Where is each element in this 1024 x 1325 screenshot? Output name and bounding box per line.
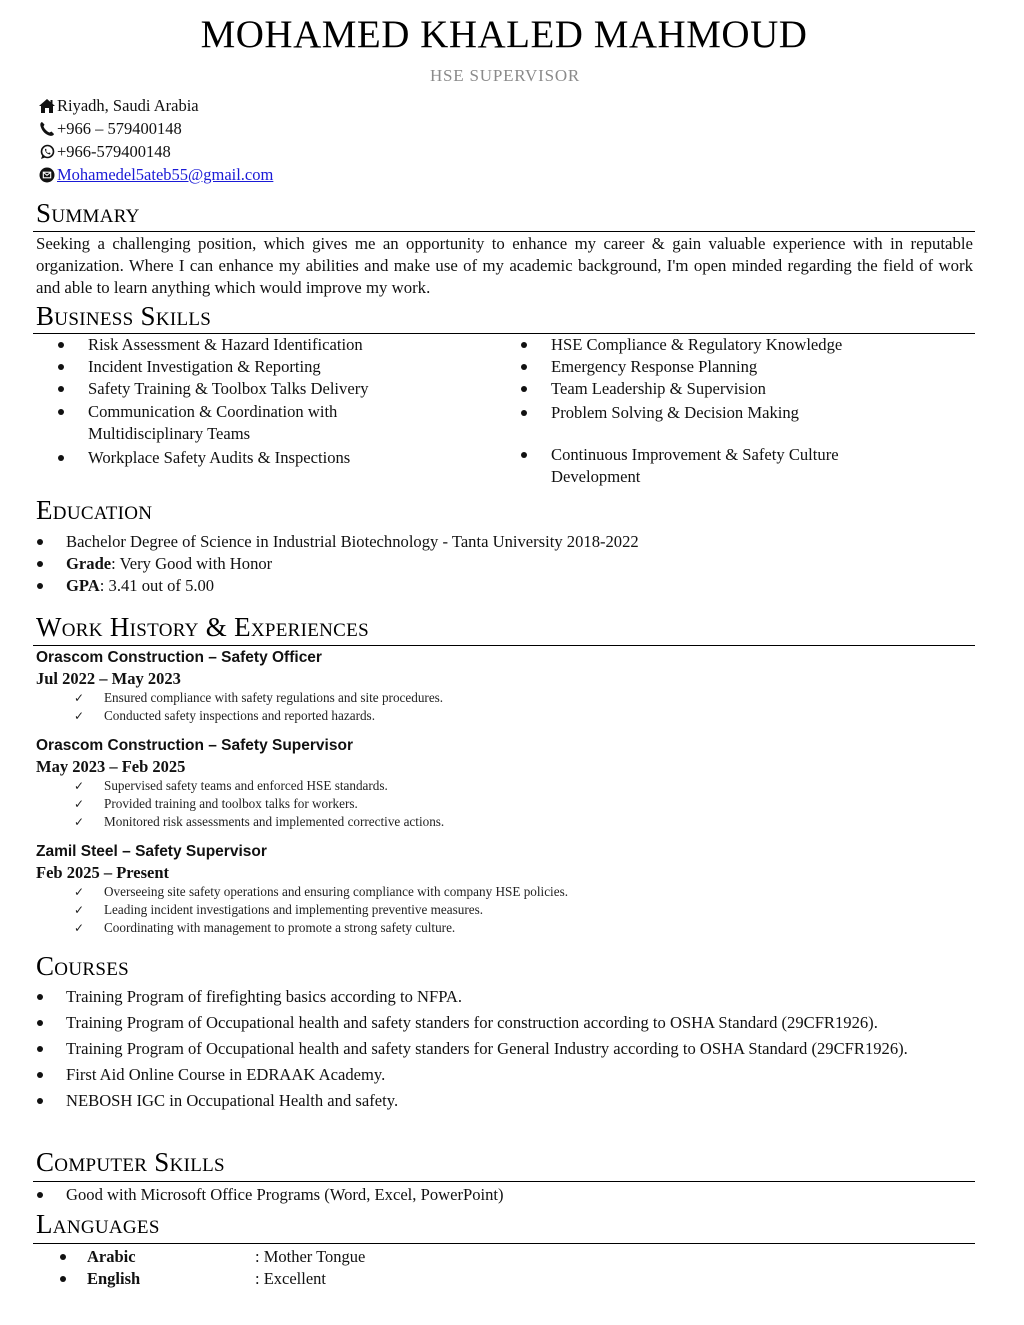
job-entry	[36, 735, 444, 831]
checkmark-icon: ✓	[74, 691, 85, 705]
phone-text: +966 – 579400148	[57, 118, 182, 138]
language-level: : Mother Tongue	[255, 1247, 366, 1266]
checkmark-icon: ✓	[74, 885, 85, 899]
contact-email	[37, 163, 273, 186]
job-duties	[74, 883, 568, 937]
course-item: NEBOSH IGC in Occupational Health and safety.	[36, 1090, 966, 1112]
skill-item: Incident Investigation & Reporting	[36, 356, 476, 378]
business-skills-left	[36, 334, 476, 469]
candidate-name: MOHAMED KHALED MAHMOUD	[200, 13, 808, 56]
checkmark-icon: ✓	[74, 921, 85, 935]
contact-location	[37, 94, 273, 117]
checkmark-icon: ✓	[74, 709, 85, 723]
job-dates: Feb 2025 – Present	[36, 863, 170, 882]
course-item: First Aid Online Course in EDRAAK Academy.	[36, 1064, 966, 1086]
contact-whatsapp	[37, 140, 273, 163]
business-skills-right	[499, 334, 939, 488]
computer-skills-list	[36, 1184, 504, 1206]
education-list	[36, 531, 639, 597]
whatsapp-icon	[37, 144, 56, 160]
job-duty	[74, 795, 444, 813]
job-duty	[74, 919, 568, 937]
course-item: Training Program of Occupational health and safety standers for General Industry according to OSHA Standard (29CFR1926).	[36, 1038, 916, 1060]
skill-item: Workplace Safety Audits & Inspections	[36, 447, 476, 469]
section-heading-courses: Courses	[36, 951, 129, 981]
email-link[interactable]: Mohamedel5ateb55@gmail.com	[57, 164, 274, 184]
checkmark-icon: ✓	[74, 797, 85, 811]
duty-text: Supervised safety teams and enforced HSE standards.	[104, 778, 388, 793]
job-title: HSE SUPERVISOR	[429, 66, 581, 85]
duty-text: Monitored risk assessments and implemented corrective actions.	[104, 814, 445, 829]
section-heading-languages: Languages	[36, 1209, 160, 1239]
job-duty	[74, 901, 568, 919]
bullet-icon	[60, 1254, 66, 1260]
summary-text: Seeking a challenging position, which gives me an opportunity to enhance my career & gain valuable experience with in reputable organization. Where I can enhance my abilities and make use of my academic background, I'm open minded regarding the field of work and able to learn anything which would improve my work.	[36, 234, 973, 297]
bullet-icon	[60, 1276, 66, 1282]
duty-text: Coordinating with management to promote a strong safety culture.	[104, 920, 456, 935]
duty-text: Ensured compliance with safety regulations and site procedures.	[104, 690, 444, 705]
job-position: Orascom Construction – Safety Officer	[36, 649, 322, 666]
language-level: : Excellent	[255, 1269, 327, 1288]
duty-text: Provided training and toolbox talks for workers.	[104, 796, 358, 811]
section-heading-work-history: Work History & Experiences	[36, 612, 369, 642]
courses-list	[36, 986, 966, 1116]
skill-item: Continuous Improvement & Safety Culture Development	[499, 444, 879, 488]
section-heading-summary: Summary	[36, 198, 140, 228]
section-divider	[33, 1181, 975, 1182]
languages-list	[60, 1246, 365, 1290]
job-dates: Jul 2022 – May 2023	[36, 669, 181, 688]
checkmark-icon: ✓	[74, 815, 85, 829]
language-name: English	[87, 1269, 141, 1288]
grade-value: : Very Good with Honor	[111, 554, 273, 573]
skill-item: HSE Compliance & Regulatory Knowledge	[499, 334, 939, 356]
checkmark-icon: ✓	[74, 903, 85, 917]
language-item	[60, 1246, 365, 1268]
education-degree: Bachelor Degree of Science in Industrial Biotechnology - Tanta University 2018-2022	[36, 531, 639, 553]
job-position: Zamil Steel – Safety Supervisor	[36, 843, 267, 860]
section-divider	[33, 645, 975, 646]
job-duty	[74, 813, 444, 831]
job-duty	[74, 707, 443, 725]
duty-text: Leading incident investigations and implementing preventive measures.	[104, 902, 484, 917]
job-duty	[74, 689, 443, 707]
job-duties	[74, 777, 444, 831]
job-entry	[36, 841, 568, 937]
computer-skill-item: Good with Microsoft Office Programs (Word, Excel, PowerPoint)	[36, 1184, 504, 1206]
section-heading-computer-skills: Computer Skills	[36, 1147, 225, 1177]
skill-item: Team Leadership & Supervision	[499, 378, 939, 400]
email-icon	[37, 167, 56, 183]
grade-label: Grade	[66, 554, 112, 573]
skill-item: Safety Training & Toolbox Talks Delivery	[36, 378, 476, 400]
language-name: Arabic	[87, 1247, 136, 1266]
section-heading-education: Education	[36, 495, 153, 525]
job-duty	[74, 883, 568, 901]
checkmark-icon: ✓	[74, 779, 85, 793]
duty-text: Overseeing site safety operations and ensuring compliance with company HSE policies.	[104, 884, 569, 899]
duty-text: Conducted safety inspections and reported hazards.	[104, 708, 375, 723]
gpa-value: : 3.41 out of 5.00	[99, 576, 215, 595]
language-item	[60, 1268, 365, 1290]
job-duty	[74, 777, 444, 795]
course-item: Training Program of Occupational health and safety standers for construction according to OSHA Standard (29CFR1926).	[36, 1012, 966, 1034]
phone-icon	[37, 121, 56, 137]
section-divider	[33, 231, 975, 232]
job-duties	[74, 689, 443, 725]
skill-item: Problem Solving & Decision Making	[499, 402, 939, 424]
skill-item: Emergency Response Planning	[499, 356, 939, 378]
education-gpa	[36, 575, 639, 597]
contact-info	[37, 94, 273, 186]
skill-item: Communication & Coordination with Multidisciplinary Teams	[36, 401, 416, 445]
job-dates: May 2023 – Feb 2025	[36, 757, 186, 776]
skill-item: Risk Assessment & Hazard Identification	[36, 334, 476, 356]
section-heading-business-skills: Business Skills	[36, 301, 212, 331]
job-position: Orascom Construction – Safety Supervisor	[36, 737, 353, 754]
job-entry	[36, 647, 443, 725]
course-item: Training Program of firefighting basics according to NFPA.	[36, 986, 966, 1008]
location-text: Riyadh, Saudi Arabia	[57, 95, 199, 115]
contact-phone	[37, 117, 273, 140]
whatsapp-text: +966-579400148	[57, 141, 171, 161]
home-icon	[37, 98, 56, 114]
section-divider	[33, 1243, 975, 1244]
education-grade	[36, 553, 639, 575]
gpa-label: GPA	[66, 576, 100, 595]
